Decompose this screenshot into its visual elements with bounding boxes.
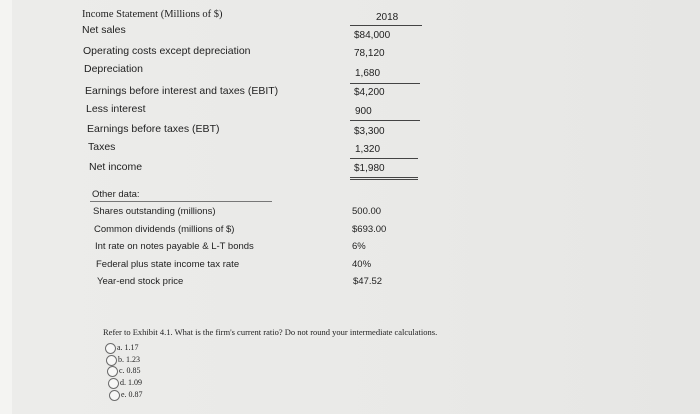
depreciation-underline bbox=[350, 83, 420, 84]
option-label-e: e. 0.87 bbox=[121, 390, 143, 399]
option-label-c: c. 0.85 bbox=[119, 366, 141, 375]
row-value-depreciation: 1,680 bbox=[355, 68, 381, 79]
option-label-a: a. 1.17 bbox=[117, 343, 139, 352]
radio-button-e[interactable] bbox=[109, 390, 120, 401]
taxes-underline bbox=[350, 158, 418, 159]
other-value-shares: 500.00 bbox=[352, 206, 382, 217]
row-label-ebt: Earnings before taxes (EBT) bbox=[87, 123, 220, 135]
radio-button-d[interactable] bbox=[108, 378, 119, 389]
other-label-tax-rate: Federal plus state income tax rate bbox=[96, 259, 240, 270]
radio-button-c[interactable] bbox=[107, 366, 118, 377]
radio-button-b[interactable] bbox=[106, 355, 117, 366]
question-text: Refer to Exhibit 4.1. What is the firm's current ratio? Do not round your intermediate calculations. bbox=[103, 327, 438, 337]
row-label-net-income: Net income bbox=[89, 161, 143, 173]
interest-underline bbox=[350, 120, 420, 121]
row-value-net-income: $1,980 bbox=[354, 163, 385, 174]
row-label-ebit: Earnings before interest and taxes (EBIT) bbox=[85, 85, 279, 97]
other-label-dividends: Common dividends (millions of $) bbox=[94, 224, 235, 235]
row-value-ebit: $4,200 bbox=[354, 87, 385, 98]
other-data-title: Other data: bbox=[92, 189, 140, 200]
statement-title: Income Statement (Millions of $) bbox=[82, 9, 223, 20]
other-value-dividends: $693.00 bbox=[352, 224, 387, 235]
option-label-d: d. 1.09 bbox=[120, 378, 142, 387]
row-label-net-sales: Net sales bbox=[82, 24, 126, 36]
row-label-taxes: Taxes bbox=[88, 141, 116, 153]
other-label-interest-rate: Int rate on notes payable & L-T bonds bbox=[95, 241, 254, 252]
other-value-stock-price: $47.52 bbox=[353, 276, 383, 287]
row-value-net-sales: $84,000 bbox=[354, 30, 391, 41]
other-label-stock-price: Year-end stock price bbox=[97, 276, 184, 287]
page-left-edge bbox=[0, 0, 12, 414]
row-value-ebt: $3,300 bbox=[354, 126, 385, 137]
other-label-shares: Shares outstanding (millions) bbox=[93, 206, 216, 217]
row-value-operating-costs: 78,120 bbox=[354, 48, 385, 59]
row-label-operating-costs: Operating costs except depreciation bbox=[83, 45, 251, 57]
year-underline bbox=[350, 25, 422, 26]
net-income-double-underline bbox=[350, 177, 418, 180]
other-value-interest-rate: 6% bbox=[352, 241, 366, 252]
statement-year: 2018 bbox=[376, 12, 399, 23]
row-label-depreciation: Depreciation bbox=[84, 63, 143, 75]
option-label-b: b. 1.23 bbox=[118, 355, 140, 364]
other-value-tax-rate: 40% bbox=[352, 259, 372, 270]
other-data-underline bbox=[90, 201, 272, 202]
row-value-less-interest: 900 bbox=[355, 106, 372, 117]
radio-button-a[interactable] bbox=[105, 343, 116, 354]
row-value-taxes: 1,320 bbox=[355, 144, 381, 155]
row-label-less-interest: Less interest bbox=[86, 103, 146, 115]
